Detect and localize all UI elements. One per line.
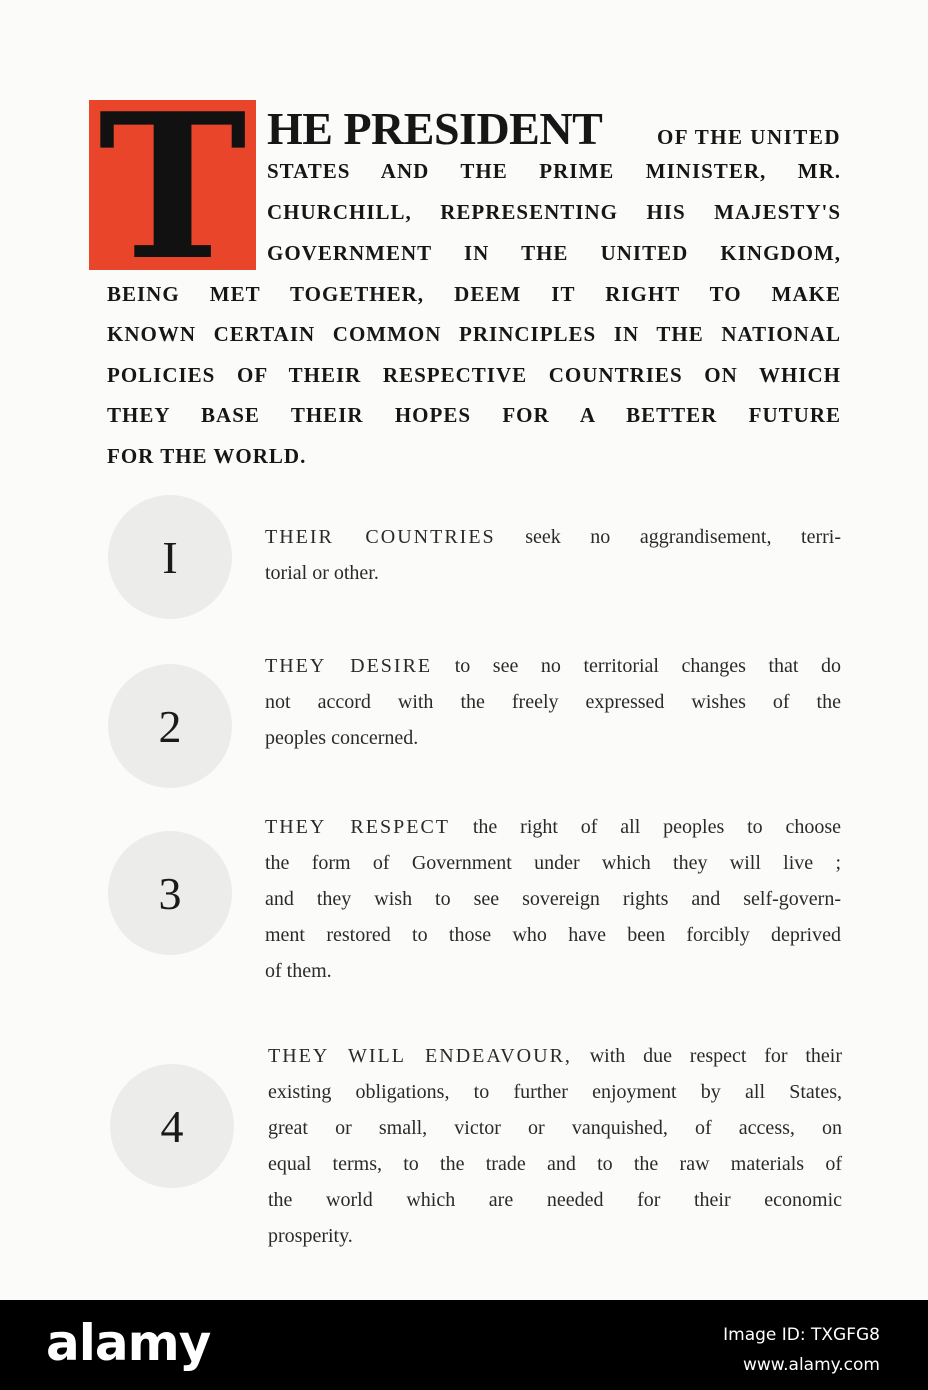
drop-cap xyxy=(89,100,256,270)
point-text: torial or other. xyxy=(265,562,379,584)
image-id: Image ID: TXGFG8 xyxy=(723,1325,880,1345)
intro-headline: HE PRESIDENT xyxy=(267,103,603,154)
point-number-2: 2 xyxy=(108,664,232,788)
point-text: peoples concerned. xyxy=(265,727,419,749)
watermark-footer xyxy=(0,1300,928,1390)
alamy-logo: alamy xyxy=(46,1314,211,1372)
point-text: of them. xyxy=(265,960,332,982)
intro-line: KNOWN CERTAIN COMMON PRINCIPLES IN THE NATIONAL xyxy=(107,322,841,346)
image-id-block xyxy=(723,1320,880,1380)
point-text: equal terms, to the trade and to the raw materials of xyxy=(268,1153,842,1175)
intro-headline-rest: OF THE UNITED xyxy=(656,125,841,149)
point-text: ment restored to those who have been forcibly deprived xyxy=(265,924,841,946)
point-number-3: 3 xyxy=(108,831,232,955)
intro-line: THEY BASE THEIR HOPES FOR A BETTER FUTURE xyxy=(107,403,841,427)
point-4 xyxy=(268,1038,842,1254)
point-text: prosperity. xyxy=(268,1225,353,1247)
point-text: with due respect for their xyxy=(589,1045,842,1067)
point-text: existing obligations, to further enjoyment by all States, xyxy=(268,1081,842,1103)
point-lead: THEY RESPECT xyxy=(265,816,451,838)
intro-first-line xyxy=(267,102,841,152)
intro-line: POLICIES OF THEIR RESPECTIVE COUNTRIES ON WHICH xyxy=(107,363,841,387)
intro-line: STATES AND THE PRIME MINISTER, MR. xyxy=(267,159,841,183)
intro-line: BEING MET TOGETHER, DEEM IT RIGHT TO MAKE xyxy=(107,282,841,306)
site-url: www.alamy.com xyxy=(742,1355,880,1375)
point-1 xyxy=(265,519,841,591)
point-text: the form of Government under which they will live ; xyxy=(265,852,841,874)
point-lead: THEIR COUNTRIES xyxy=(265,526,496,548)
point-text: the right of all peoples to choose xyxy=(472,816,842,838)
intro-line: CHURCHILL, REPRESENTING HIS MAJESTY'S xyxy=(267,200,841,224)
point-text: and they wish to see sovereign rights and self-govern- xyxy=(265,888,841,910)
point-text: seek no aggrandisement, terri- xyxy=(525,526,841,548)
point-lead: THEY WILL ENDEAVOUR, xyxy=(268,1045,572,1067)
point-text: to see no territorial changes that do xyxy=(454,655,842,677)
point-text: the world which are needed for their economic xyxy=(268,1189,842,1211)
point-text: not accord with the freely expressed wishes of the xyxy=(265,691,841,713)
intro-line: GOVERNMENT IN THE UNITED KINGDOM, xyxy=(267,241,841,265)
point-lead: THEY DESIRE xyxy=(265,655,433,677)
point-number-1: I xyxy=(108,495,232,619)
point-3 xyxy=(265,809,841,989)
drop-cap-letter: T xyxy=(98,100,247,270)
intro-line: FOR THE WORLD. xyxy=(107,444,307,468)
point-text: great or small, victor or vanquished, of access, on xyxy=(268,1117,842,1139)
point-number-4: 4 xyxy=(110,1064,234,1188)
point-2 xyxy=(265,648,841,756)
